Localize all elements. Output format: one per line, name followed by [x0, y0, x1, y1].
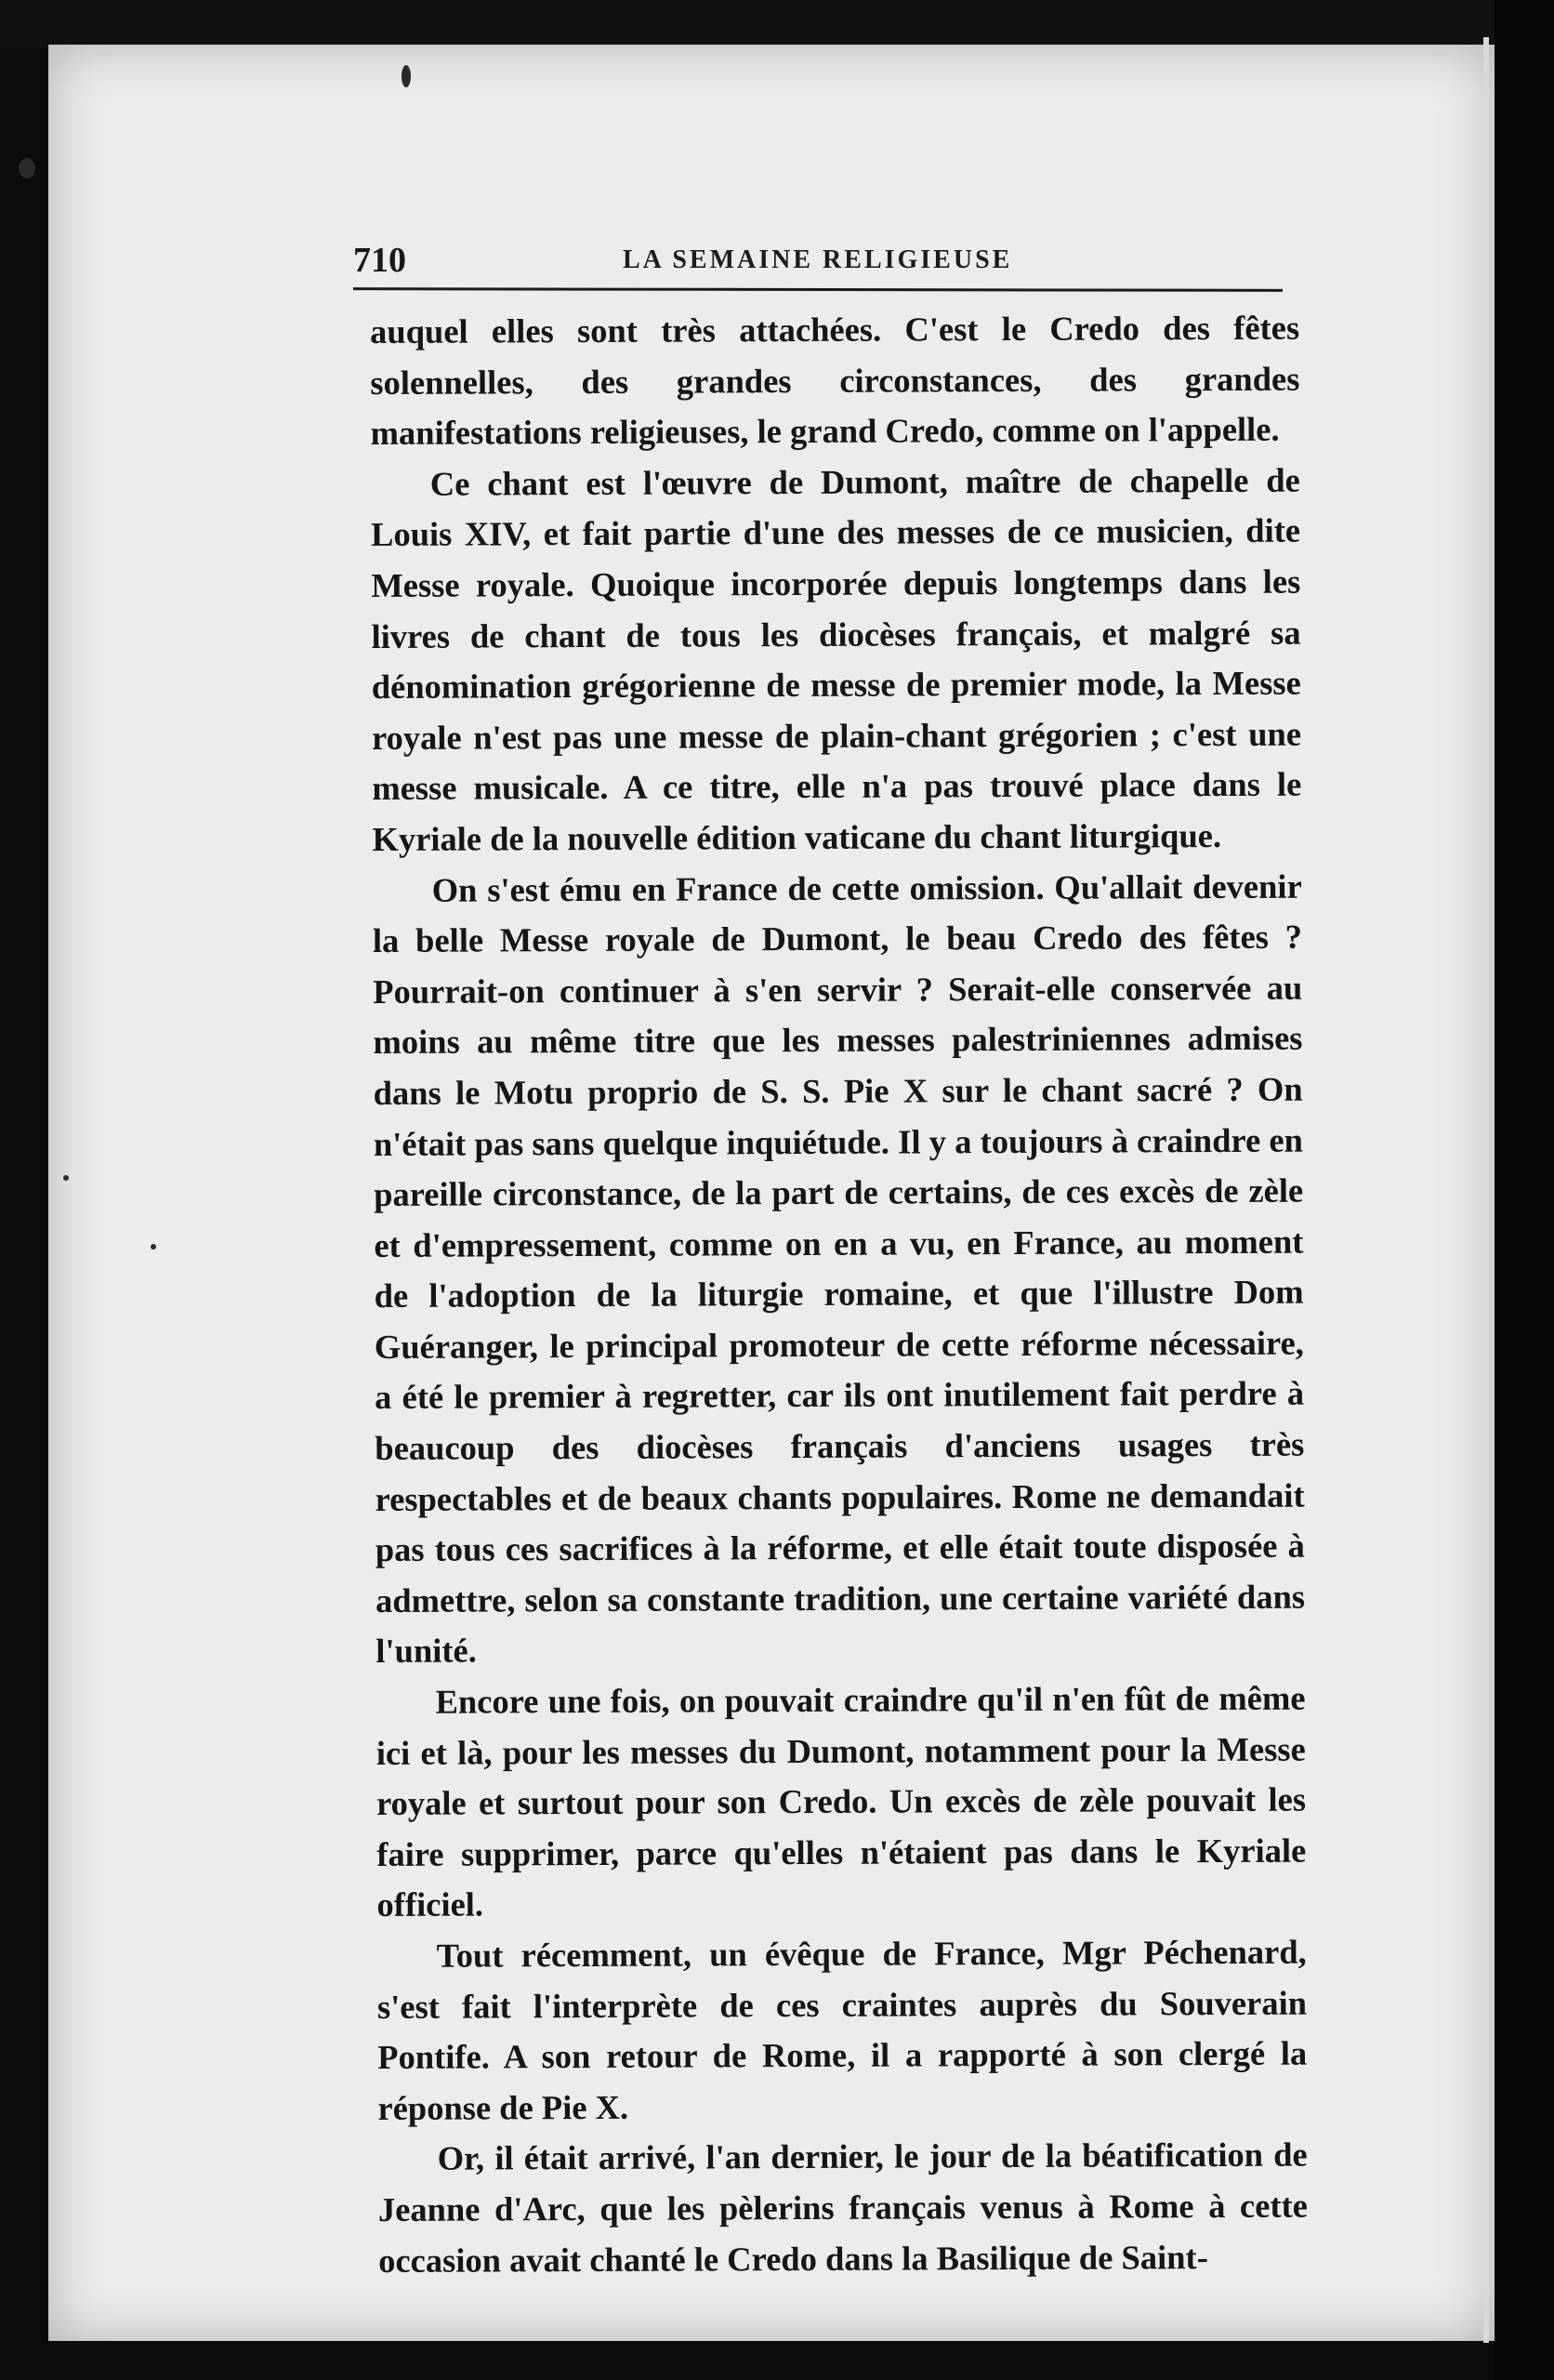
paragraph-2: Ce chant est l'œuvre de Dumont, maître de chapelle de Louis XIV, et fait partie d'une des messes de ce musicien, dite Messe royale. Quoique incorporée depuis longtemps dans les livres de chant de tous les diocèses français, et malgré sa dénomination grégorienne de messe de premier mode, la Messe royale n'est pas une messe de plain-chant grégorien ; c'est une messe musicale. A ce titre, elle n'a pas trouvé place dans le Kyriale de la nouvelle édition vaticane du chant liturgique.: [370, 460, 1302, 858]
scan-speck: [63, 1175, 69, 1181]
body-text: [370, 303, 1308, 2286]
scan-speck: [151, 1244, 156, 1250]
running-title: LA SEMAINE RELIGIEUSE: [623, 245, 1013, 274]
scan-border-right: [1495, 0, 1554, 2380]
scan-border: [0, 0, 1554, 48]
paragraph-4: Encore une fois, on pouvait craindre qu'il n'en fût de même ici et là, pour les messes du Dumont, notamment pour la Messe royale et surtout pour son Credo. Un excès de zèle pouvait les faire supprimer, parce qu'elles n'étaient pas dans le Kyriale officiel.: [375, 1678, 1307, 1924]
page-number: 710: [353, 241, 406, 280]
page-header: [353, 240, 1301, 283]
paragraph-1: auquel elles sont très attachées. C'est le Credo des fêtes solennelles, des grandes circonstances, des grandes manifestations religieuses, le grand Credo, comme on l'appelle.: [370, 308, 1300, 453]
scan-speck: [19, 158, 35, 178]
paragraph-6: Or, il était arrivé, l'an dernier, le jour de la béatification de Jeanne d'Arc, que les pèlerins français venus à Rome à cette occasion avait chanté le Credo dans la Basilique de Saint-: [377, 2135, 1309, 2280]
paragraph-5: Tout récemment, un évêque de France, Mgr Péchenard, s'est fait l'interprète de ces craintes auprès du Souverain Pontife. A son retour de Rome, il a rapporté à son clergé la réponse de Pie X.: [376, 1932, 1308, 2127]
paragraph-3: On s'est ému en France de cette omission. Qu'allait devenir la belle Messe royale de Dumont, le beau Credo des fêtes ? Pourrait-on continuer à s'en servir ? Serait-elle conservée au moins au même titre que les messes palestriniennes admises dans le Motu proprio de S. S. Pie X sur le chant sacré ? On n'était pas sans quelque inquiétude. Il y a toujours à craindre en pareille circonstance, de la part de certains, de ces excès de zèle et d'empressement, comme on en a vu, en France, au moment de l'adoption de la liturgie romaine, et que l'illustre Dom Guéranger, le principal promoteur de cette réforme nécessaire, a été le premier à regretter, car ils ont inutilement fait perdre à beaucoup des diocèses français d'anciens usages très respectables et de beaux chants populaires. Rome ne demandait pas tous ces sacrifices à la réforme, et elle était toute disposée à admettre, selon sa constante tradition, une certaine variété dans l'unité.: [372, 866, 1306, 1671]
scan-speck: [402, 65, 411, 87]
next-page-edge: [1483, 37, 1489, 2343]
